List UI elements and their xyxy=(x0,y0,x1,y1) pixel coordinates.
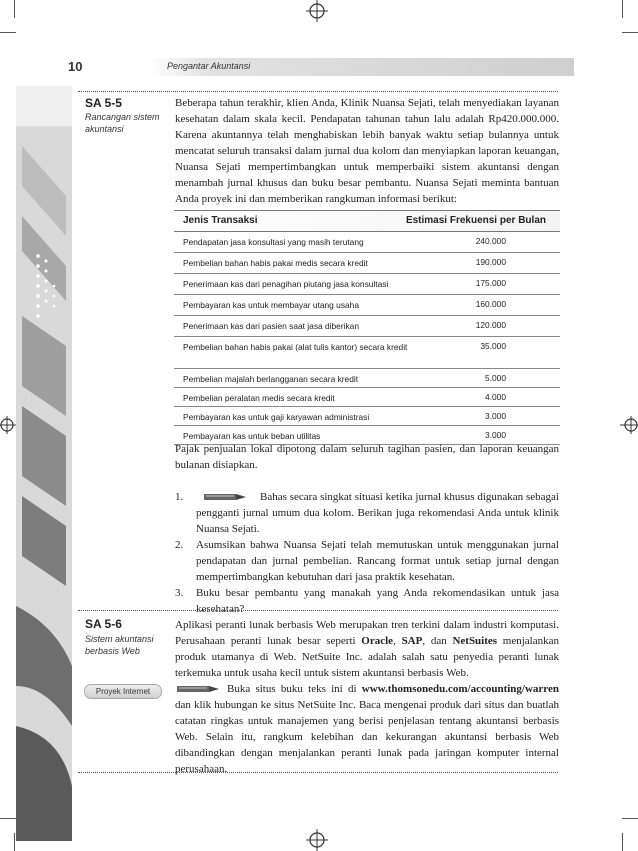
section-divider xyxy=(78,772,558,773)
section-divider xyxy=(78,610,558,611)
row-description: Pembayaran kas untuk beban utilitas xyxy=(183,431,321,441)
page-number: 10 xyxy=(68,59,83,74)
crop-mark xyxy=(622,818,638,819)
company-netsuites: NetSuites xyxy=(452,635,498,647)
table-header xyxy=(174,210,560,232)
registration-mark-top xyxy=(306,0,328,22)
p1-sep: , xyxy=(393,635,402,647)
row-description: Pembelian bahan habis pakai medis secara kredit xyxy=(183,258,368,268)
p1-text-d: menjalankan produk utamanya di Web. NetSuite Inc. adalah salah satu penyedia peranti lunak terkemuka untuk usaha kecil untuk sistem akuntansi berbasis Web. xyxy=(175,635,559,679)
question-number: 3. xyxy=(175,587,184,599)
crop-mark xyxy=(14,833,15,851)
row-frequency: 3.000 xyxy=(485,411,506,421)
crop-mark xyxy=(622,833,623,851)
exercise-note: Pajak penjualan lokal dipotong dalam seluruh tagihan pasien, dan laporan keuangan bulanan disiapkan. xyxy=(175,443,559,471)
table-row xyxy=(174,369,560,388)
exercise-code: SA 5-5 xyxy=(85,96,122,110)
row-frequency: 190.000 xyxy=(475,257,506,267)
row-description: Pembelian majalah berlangganan secara kredit xyxy=(183,374,359,384)
exercise-topic: Sistem akuntansi berbasis Web xyxy=(85,634,154,656)
company-oracle: Oracle xyxy=(361,635,394,647)
page-header xyxy=(66,58,574,76)
registration-mark-bottom xyxy=(306,829,328,851)
row-frequency: 4.000 xyxy=(485,392,506,402)
crop-mark xyxy=(622,32,638,33)
registration-mark-right xyxy=(620,414,638,436)
decorative-margin-band xyxy=(16,86,72,841)
p2-text-a: Buka situs buku teks ini di xyxy=(227,683,362,695)
section-divider xyxy=(78,91,558,92)
transaction-table xyxy=(174,210,560,445)
row-description: Penerimaan kas dari penagihan piutang jasa konsultasi xyxy=(183,279,389,289)
internet-project-badge: Proyek Internet xyxy=(84,684,162,699)
row-frequency: 175.000 xyxy=(475,278,506,288)
crop-mark xyxy=(622,0,623,18)
pencil-icon xyxy=(177,685,219,693)
question-text: Asumsikan bahwa Nuansa Sejati telah memutuskan untuk menggunakan jurnal pendapatan dan jurnal pembelian. Rancang format untuk setiap jurnal dengan mempertimbangkan kebutuhan dari jasa praktik kesehatan. xyxy=(196,539,559,583)
table-row xyxy=(174,295,560,316)
table-row xyxy=(174,337,560,369)
exercise-intro: Beberapa tahun terakhir, klien Anda, Klinik Nuansa Sejati, telah menyediakan layanan kesehatan dalam skala kecil. Pendapatan tahunan tahun lalu adalah Rp420.000.000. Karena akuntannya telah menghabiskan lebih banyak waktu setiap bulannya untuk mencatat seluruh transaksi dalam jurnal dua kolom dan menyiapkan laporan keuangan, Nuansa Sejati mempertimbangkan untuk memperbaiki sistem akuntansi dengan menambah jurnal khusus dan buku besar pembantu. Nuansa Sejati meminta bantuan Anda proyek ini dan memberikan rangkuman informasi berikut: xyxy=(175,97,559,205)
question-item xyxy=(175,489,559,537)
row-frequency: 35.000 xyxy=(480,341,506,351)
row-description: Pembelian bahan habis pakai (alat tulis kantor) secara kredit xyxy=(183,342,408,352)
table-row xyxy=(174,388,560,407)
running-title: Pengantar Akuntansi xyxy=(167,61,251,71)
row-frequency: 240.000 xyxy=(475,236,506,246)
p1-sep: , dan xyxy=(422,635,453,647)
row-frequency: 160.000 xyxy=(475,299,506,309)
p1-text-a: Aplikasi peranti lunak berbasis Web merupakan tren terkini dalam industri komputasi. Perusahaan peranti lunak besar seperti xyxy=(175,619,559,647)
p2-text-b: dan klik hubungan ke situs NetSuite Inc. Baca mengenai produk dari situs dan buatlah catatan ringkas untuk manajemen yang berisi penjelasan tentang akuntansi berbasis Web. Selain itu, rangkum kelebihan dan kekurangan akuntansi berbasis Web dibandingkan dengan menjalankan peranti lunak pada jaringan komputer internal perusahaan. xyxy=(175,699,559,775)
question-text: Buku besar pembantu yang manakah yang Anda rekomendasikan untuk jasa kesehatan? xyxy=(196,587,559,615)
question-number: 2. xyxy=(175,539,184,551)
question-text: Bahas secara singkat situasi ketika jurnal khusus digunakan sebagai pengganti jurnal umum dua kolom. Berikan juga rekomendasi Anda untuk klinik Nuansa Sejati. xyxy=(196,491,559,535)
question-item xyxy=(175,585,559,617)
company-sap: SAP xyxy=(401,635,423,647)
row-description: Penerimaan kas dari pasien saat jasa diberikan xyxy=(183,321,359,331)
exercise-paragraph-1 xyxy=(175,617,559,681)
row-frequency: 5.000 xyxy=(485,373,506,383)
question-item xyxy=(175,537,559,585)
row-description: Pendapatan jasa konsultasi yang masih terutang xyxy=(183,237,364,247)
table-row xyxy=(174,232,560,253)
row-description: Pembayaran kas untuk gaji karyawan administrasi xyxy=(183,412,370,422)
question-list xyxy=(175,489,559,617)
exercise-paragraph-2 xyxy=(175,681,559,777)
table-body xyxy=(174,232,560,445)
row-frequency: 120.000 xyxy=(475,320,506,330)
pencil-icon xyxy=(204,493,246,501)
header-bar xyxy=(66,58,574,76)
website-link[interactable]: www.thomsonedu.com/accounting/warren xyxy=(361,683,559,695)
table-row xyxy=(174,253,560,274)
crop-mark xyxy=(14,0,15,18)
question-number: 1. xyxy=(175,491,184,503)
crop-mark xyxy=(0,32,16,33)
crop-mark xyxy=(0,818,16,819)
table-row xyxy=(174,316,560,337)
exercise-code: SA 5-6 xyxy=(85,617,122,631)
row-frequency: 3.000 xyxy=(485,430,506,440)
column-header-type: Jenis Transaksi xyxy=(183,215,258,226)
exercise-topic: Rancangan sistem akuntansi xyxy=(85,112,160,134)
row-description: Pembelian peralatan medis secara kredit xyxy=(183,393,335,403)
row-description: Pembayaran kas untuk membayar utang usaha xyxy=(183,300,359,310)
table-row xyxy=(174,407,560,426)
column-header-frequency: Estimasi Frekuensi per Bulan xyxy=(405,215,546,226)
table-row xyxy=(174,274,560,295)
